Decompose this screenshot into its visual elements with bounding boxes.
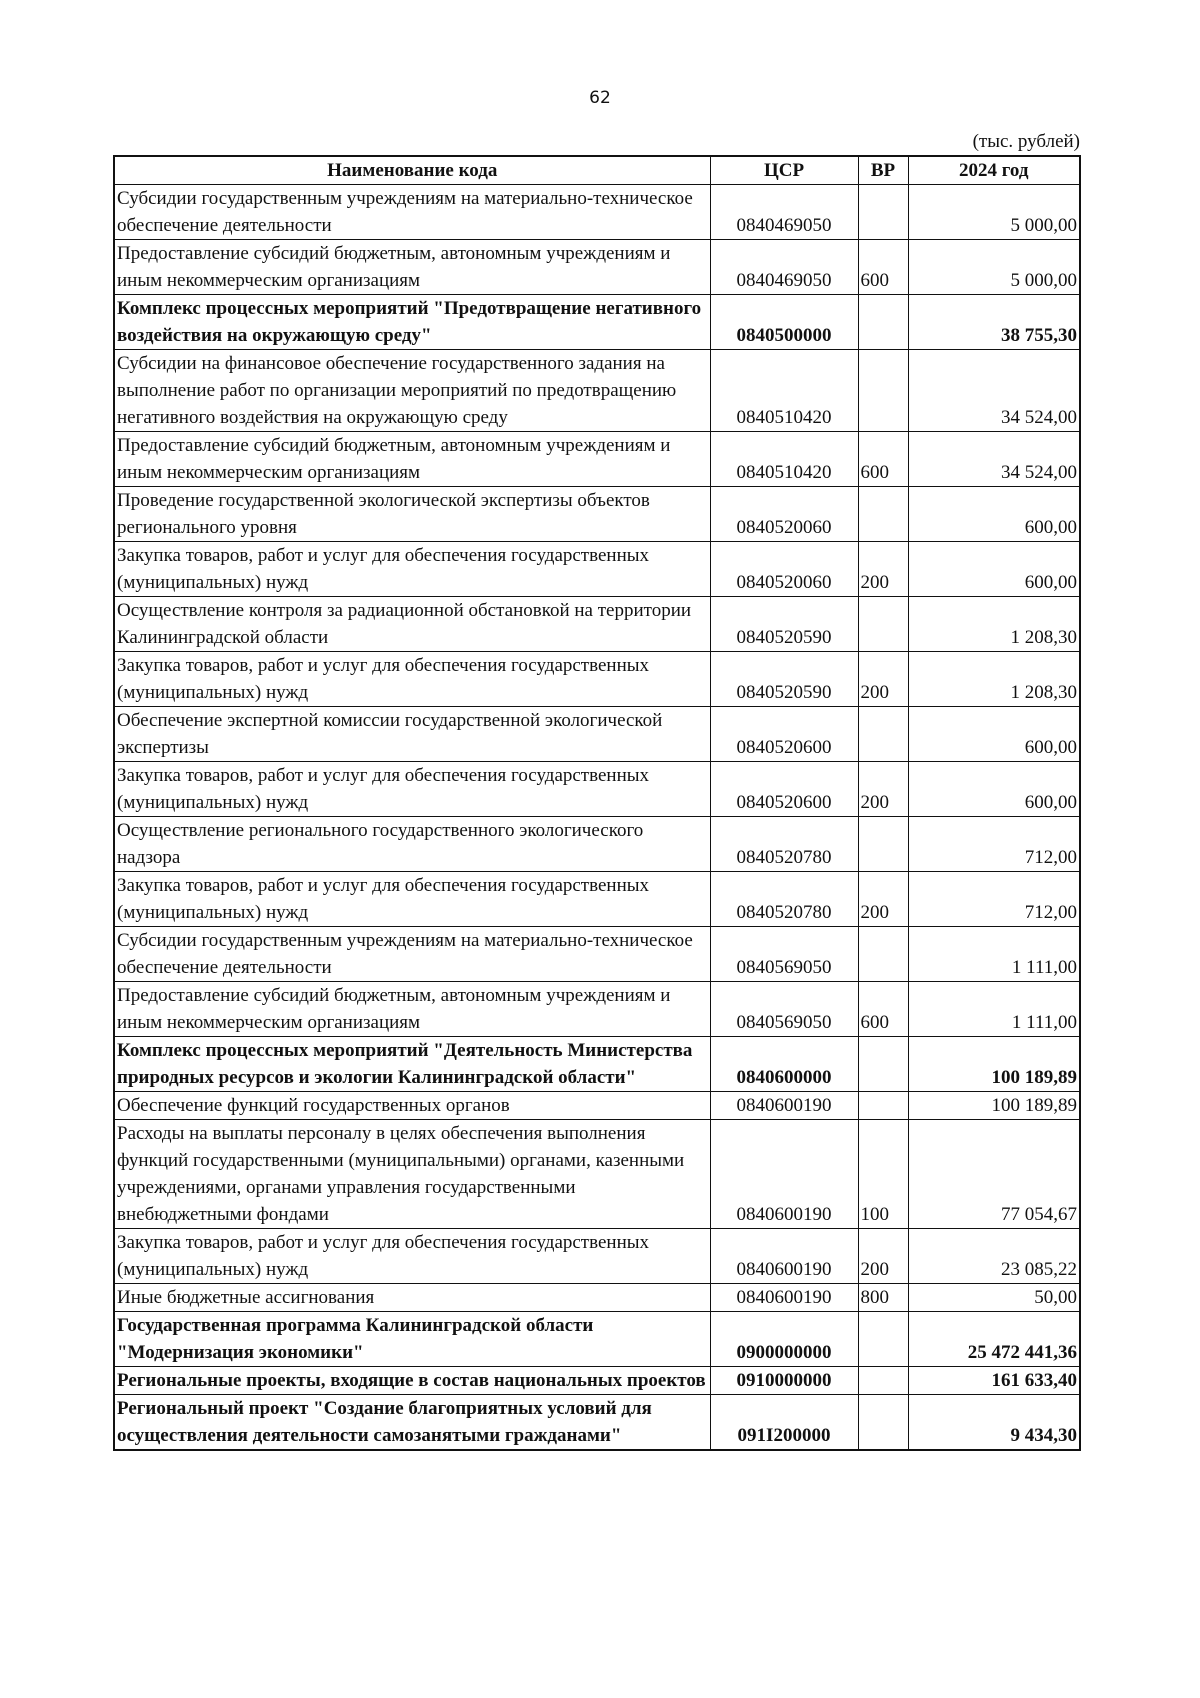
- cell-name: Обеспечение экспертной комиссии государственной экологической экспертизы: [114, 707, 710, 762]
- cell-sum: 23 085,22: [908, 1229, 1080, 1284]
- cell-vr: [858, 1312, 908, 1367]
- cell-csr: 0840600190: [710, 1229, 858, 1284]
- table-row: [114, 707, 1080, 762]
- cell-vr: [858, 1367, 908, 1395]
- cell-csr: 0840569050: [710, 982, 858, 1037]
- cell-name: Закупка товаров, работ и услуг для обеспечения государственных (муниципальных) нужд: [114, 872, 710, 927]
- table-row: [114, 542, 1080, 597]
- cell-csr: 0840469050: [710, 185, 858, 240]
- table-row: [114, 185, 1080, 240]
- cell-vr: [858, 295, 908, 350]
- cell-vr: [858, 1037, 908, 1092]
- cell-sum: 600,00: [908, 762, 1080, 817]
- cell-vr: 200: [858, 762, 908, 817]
- cell-csr: 0840500000: [710, 295, 858, 350]
- table-row: [114, 1312, 1080, 1367]
- table-row: [114, 1395, 1080, 1451]
- table-row: [114, 240, 1080, 295]
- cell-csr: 091I200000: [710, 1395, 858, 1451]
- cell-csr: 0840520060: [710, 487, 858, 542]
- cell-vr: 200: [858, 652, 908, 707]
- cell-name: Закупка товаров, работ и услуг для обеспечения государственных (муниципальных) нужд: [114, 652, 710, 707]
- cell-sum: 34 524,00: [908, 432, 1080, 487]
- cell-sum: 77 054,67: [908, 1120, 1080, 1229]
- table-header-row: [114, 156, 1080, 185]
- table-row: [114, 1092, 1080, 1120]
- cell-sum: 712,00: [908, 817, 1080, 872]
- cell-vr: [858, 1395, 908, 1451]
- cell-csr: 0840600190: [710, 1120, 858, 1229]
- cell-csr: 0840520600: [710, 707, 858, 762]
- cell-vr: [858, 1092, 908, 1120]
- cell-sum: 100 189,89: [908, 1037, 1080, 1092]
- cell-sum: 600,00: [908, 707, 1080, 762]
- cell-vr: 600: [858, 982, 908, 1037]
- cell-sum: 161 633,40: [908, 1367, 1080, 1395]
- cell-sum: 1 208,30: [908, 597, 1080, 652]
- table-row: [114, 1367, 1080, 1395]
- cell-name: Предоставление субсидий бюджетным, автономным учреждениям и иным некоммерческим организациям: [114, 240, 710, 295]
- cell-csr: 0840520590: [710, 597, 858, 652]
- cell-sum: 25 472 441,36: [908, 1312, 1080, 1367]
- cell-name: Проведение государственной экологической экспертизы объектов регионального уровня: [114, 487, 710, 542]
- cell-name: Осуществление регионального государственного экологического надзора: [114, 817, 710, 872]
- cell-name: Комплекс процессных мероприятий "Деятельность Министерства природных ресурсов и экологии Калининградской области": [114, 1037, 710, 1092]
- table-row: [114, 762, 1080, 817]
- cell-name: Региональные проекты, входящие в состав национальных проектов: [114, 1367, 710, 1395]
- cell-name: Расходы на выплаты персоналу в целях обеспечения выполнения функций государственными (муниципальными) органами, казенными учреждениями, органами управления государственными внебюджетными фондами: [114, 1120, 710, 1229]
- table-row: [114, 597, 1080, 652]
- cell-sum: 600,00: [908, 542, 1080, 597]
- cell-vr: [858, 350, 908, 432]
- table-row: [114, 927, 1080, 982]
- cell-vr: 100: [858, 1120, 908, 1229]
- units-label: (тыс. рублей): [972, 131, 1080, 152]
- cell-sum: 50,00: [908, 1284, 1080, 1312]
- header-name: Наименование кода: [114, 156, 710, 185]
- cell-name: Осуществление контроля за радиационной обстановкой на территории Калининградской области: [114, 597, 710, 652]
- cell-vr: [858, 487, 908, 542]
- cell-vr: [858, 707, 908, 762]
- cell-vr: 800: [858, 1284, 908, 1312]
- cell-name: Государственная программа Калининградской области "Модернизация экономики": [114, 1312, 710, 1367]
- cell-name: Иные бюджетные ассигнования: [114, 1284, 710, 1312]
- table-row: [114, 1284, 1080, 1312]
- header-csr: ЦСР: [710, 156, 858, 185]
- page-number: 62: [589, 88, 611, 108]
- cell-sum: 712,00: [908, 872, 1080, 927]
- cell-vr: 200: [858, 542, 908, 597]
- cell-csr: 0840520780: [710, 872, 858, 927]
- cell-sum: 1 111,00: [908, 927, 1080, 982]
- cell-name: Субсидии государственным учреждениям на материально-техническое обеспечение деятельности: [114, 185, 710, 240]
- cell-name: Закупка товаров, работ и услуг для обеспечения государственных (муниципальных) нужд: [114, 1229, 710, 1284]
- cell-csr: 0840520780: [710, 817, 858, 872]
- cell-name: Обеспечение функций государственных органов: [114, 1092, 710, 1120]
- cell-csr: 0840520590: [710, 652, 858, 707]
- cell-sum: 9 434,30: [908, 1395, 1080, 1451]
- cell-name: Субсидии на финансовое обеспечение государственного задания на выполнение работ по организации мероприятий по предотвращению негативного воздействия на окружающую среду: [114, 350, 710, 432]
- table-row: [114, 872, 1080, 927]
- cell-csr: 0840600190: [710, 1284, 858, 1312]
- cell-csr: 0900000000: [710, 1312, 858, 1367]
- header-vr: ВР: [858, 156, 908, 185]
- cell-vr: [858, 927, 908, 982]
- cell-vr: [858, 597, 908, 652]
- cell-vr: 200: [858, 872, 908, 927]
- cell-csr: 0910000000: [710, 1367, 858, 1395]
- table-row: [114, 1229, 1080, 1284]
- table-row: [114, 295, 1080, 350]
- table-row: [114, 487, 1080, 542]
- cell-sum: 100 189,89: [908, 1092, 1080, 1120]
- cell-sum: 600,00: [908, 487, 1080, 542]
- cell-csr: 0840600190: [710, 1092, 858, 1120]
- cell-sum: 1 208,30: [908, 652, 1080, 707]
- cell-vr: [858, 817, 908, 872]
- cell-csr: 0840469050: [710, 240, 858, 295]
- table-row: [114, 1120, 1080, 1229]
- cell-csr: 0840520600: [710, 762, 858, 817]
- cell-name: Закупка товаров, работ и услуг для обеспечения государственных (муниципальных) нужд: [114, 762, 710, 817]
- cell-sum: 38 755,30: [908, 295, 1080, 350]
- cell-csr: 0840510420: [710, 432, 858, 487]
- table-row: [114, 652, 1080, 707]
- cell-name: Закупка товаров, работ и услуг для обеспечения государственных (муниципальных) нужд: [114, 542, 710, 597]
- cell-name: Предоставление субсидий бюджетным, автономным учреждениям и иным некоммерческим организациям: [114, 982, 710, 1037]
- cell-name: Субсидии государственным учреждениям на материально-техническое обеспечение деятельности: [114, 927, 710, 982]
- cell-vr: 200: [858, 1229, 908, 1284]
- table-row: [114, 350, 1080, 432]
- table-row: [114, 1037, 1080, 1092]
- cell-name: Комплекс процессных мероприятий "Предотвращение негативного воздействия на окружающую среду": [114, 295, 710, 350]
- header-year: 2024 год: [908, 156, 1080, 185]
- cell-sum: 5 000,00: [908, 240, 1080, 295]
- cell-vr: [858, 185, 908, 240]
- table-row: [114, 817, 1080, 872]
- cell-name: Предоставление субсидий бюджетным, автономным учреждениям и иным некоммерческим организациям: [114, 432, 710, 487]
- cell-csr: 0840569050: [710, 927, 858, 982]
- table-body: [114, 185, 1080, 1451]
- budget-table: [113, 155, 1081, 1451]
- cell-sum: 5 000,00: [908, 185, 1080, 240]
- table-row: [114, 432, 1080, 487]
- cell-csr: 0840520060: [710, 542, 858, 597]
- table-row: [114, 982, 1080, 1037]
- cell-csr: 0840600000: [710, 1037, 858, 1092]
- cell-sum: 1 111,00: [908, 982, 1080, 1037]
- cell-csr: 0840510420: [710, 350, 858, 432]
- cell-vr: 600: [858, 240, 908, 295]
- cell-sum: 34 524,00: [908, 350, 1080, 432]
- cell-name: Региональный проект "Создание благоприятных условий для осуществления деятельности самозанятыми гражданами": [114, 1395, 710, 1451]
- cell-vr: 600: [858, 432, 908, 487]
